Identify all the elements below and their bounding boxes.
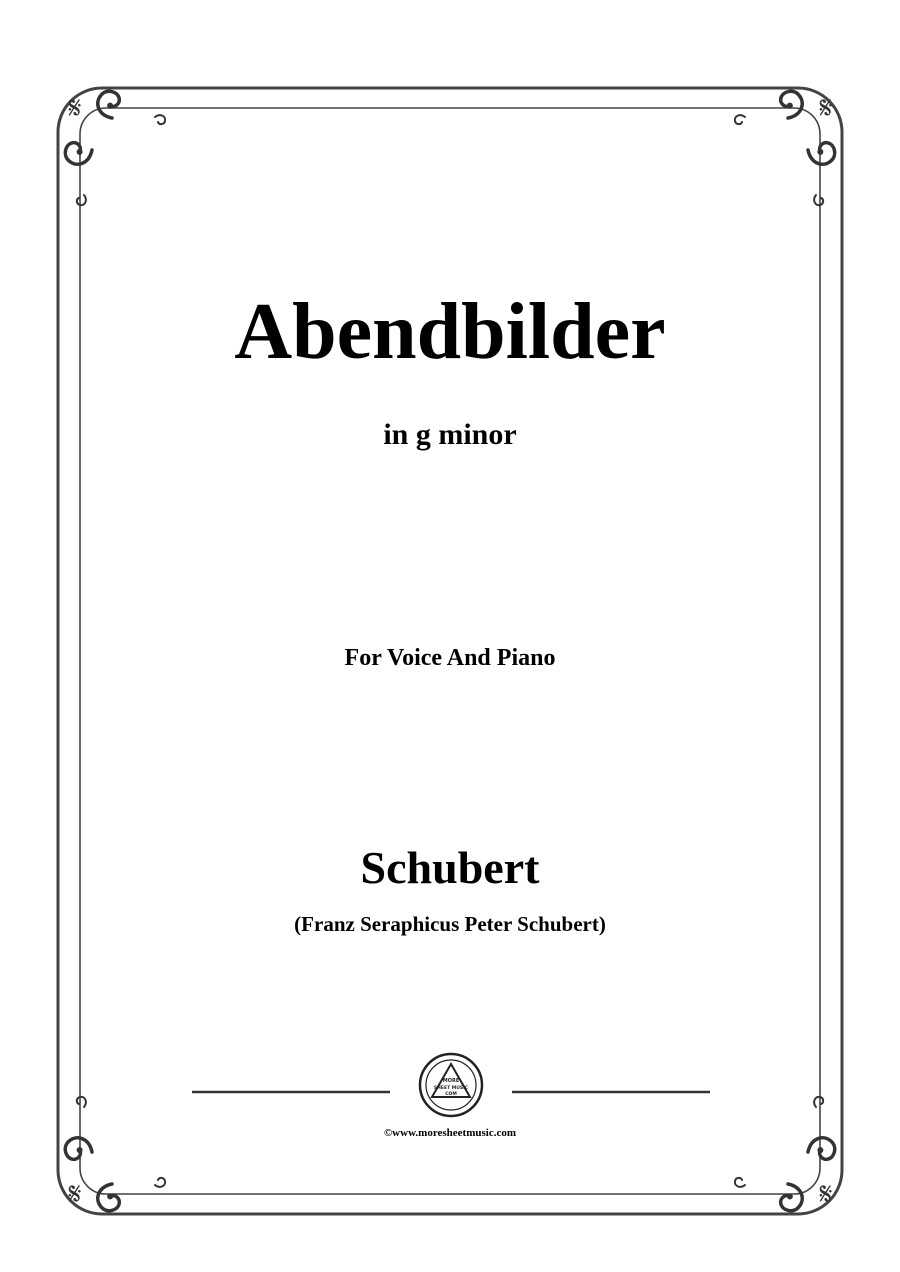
logo-text-bottom: COM <box>445 1092 457 1097</box>
segno-icon: 𝄋 <box>819 1177 833 1212</box>
publisher-website: ©www.moresheetmusic.com <box>383 1127 517 1139</box>
instrumentation: For Voice And Piano <box>344 645 556 671</box>
composer-full-name: (Franz Seraphicus Peter Schubert) <box>294 912 606 936</box>
score-key: in g minor <box>383 418 517 451</box>
composer-name: Schubert <box>360 842 540 893</box>
segno-icon: 𝄋 <box>68 1177 82 1212</box>
score-title: Abendbilder <box>234 288 666 376</box>
logo-text-mid: SHEET MUSIC <box>433 1086 469 1091</box>
publisher-logo <box>418 1052 484 1118</box>
segno-icon: 𝄋 <box>68 91 82 126</box>
logo-text-top: MORE <box>442 1078 460 1084</box>
segno-icon: 𝄋 <box>819 91 833 126</box>
